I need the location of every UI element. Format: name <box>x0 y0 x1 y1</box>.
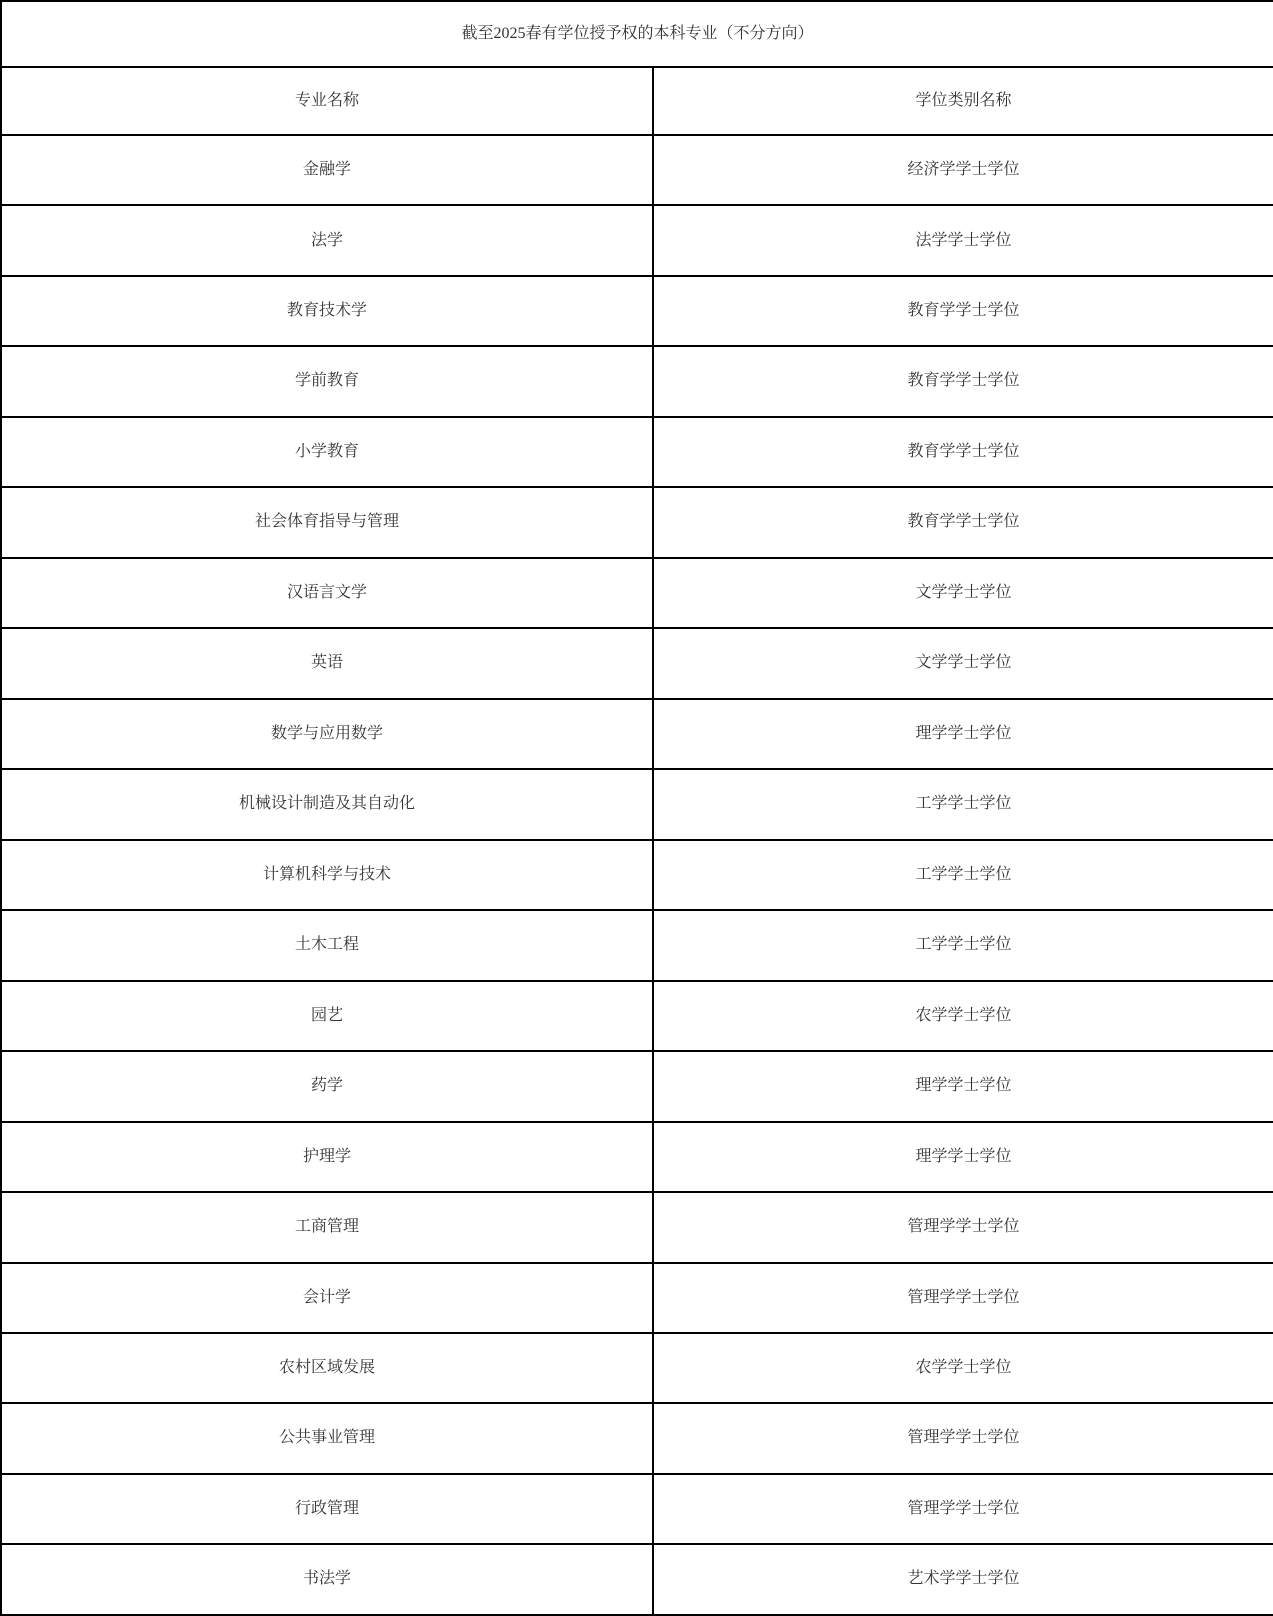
degree-category-cell: 教育学学士学位 <box>653 276 1273 346</box>
table-row <box>1 346 1273 416</box>
major-name-cell: 数学与应用数学 <box>1 699 653 769</box>
major-name-cell: 行政管理 <box>1 1474 653 1544</box>
table-row <box>1 1544 1273 1615</box>
major-name-cell: 公共事业管理 <box>1 1403 653 1473</box>
major-name-cell: 护理学 <box>1 1122 653 1192</box>
table-row <box>1 1051 1273 1121</box>
table-title-row <box>1 1 1273 67</box>
major-name-cell: 英语 <box>1 628 653 698</box>
degree-category-cell: 管理学学士学位 <box>653 1474 1273 1544</box>
table-row <box>1 628 1273 698</box>
table-row <box>1 558 1273 628</box>
degree-category-cell: 理学学士学位 <box>653 699 1273 769</box>
major-name-cell: 学前教育 <box>1 346 653 416</box>
degree-category-cell: 经济学学士学位 <box>653 135 1273 205</box>
degree-category-cell: 艺术学学士学位 <box>653 1544 1273 1615</box>
table-row <box>1 981 1273 1051</box>
major-name-cell: 农村区域发展 <box>1 1333 653 1403</box>
table-row <box>1 1192 1273 1262</box>
major-name-cell: 社会体育指导与管理 <box>1 487 653 557</box>
table-row <box>1 1474 1273 1544</box>
degree-category-cell: 理学学士学位 <box>653 1122 1273 1192</box>
major-name-cell: 法学 <box>1 205 653 275</box>
table-row <box>1 1263 1273 1333</box>
major-name-cell: 药学 <box>1 1051 653 1121</box>
column-header-major-name: 专业名称 <box>1 67 653 135</box>
degree-category-cell: 理学学士学位 <box>653 1051 1273 1121</box>
major-name-cell: 工商管理 <box>1 1192 653 1262</box>
degree-category-cell: 管理学学士学位 <box>653 1263 1273 1333</box>
table-row <box>1 276 1273 346</box>
degree-category-cell: 教育学学士学位 <box>653 346 1273 416</box>
table-row <box>1 1333 1273 1403</box>
major-name-cell: 金融学 <box>1 135 653 205</box>
degree-category-cell: 管理学学士学位 <box>653 1403 1273 1473</box>
column-header-degree-category: 学位类别名称 <box>653 67 1273 135</box>
major-name-cell: 计算机科学与技术 <box>1 840 653 910</box>
major-name-cell: 汉语言文学 <box>1 558 653 628</box>
major-name-cell: 机械设计制造及其自动化 <box>1 769 653 839</box>
table-row <box>1 205 1273 275</box>
degree-category-cell: 法学学士学位 <box>653 205 1273 275</box>
degree-category-cell: 教育学学士学位 <box>653 417 1273 487</box>
degree-category-cell: 工学学士学位 <box>653 840 1273 910</box>
table-row <box>1 910 1273 980</box>
degree-category-cell: 文学学士学位 <box>653 558 1273 628</box>
table-header-row <box>1 67 1273 135</box>
degree-category-cell: 工学学士学位 <box>653 769 1273 839</box>
major-name-cell: 书法学 <box>1 1544 653 1615</box>
major-name-cell: 小学教育 <box>1 417 653 487</box>
major-name-cell: 会计学 <box>1 1263 653 1333</box>
major-name-cell: 园艺 <box>1 981 653 1051</box>
degree-category-cell: 农学学士学位 <box>653 1333 1273 1403</box>
degree-category-cell: 文学学士学位 <box>653 628 1273 698</box>
table-row <box>1 417 1273 487</box>
table-row <box>1 1122 1273 1192</box>
degree-category-cell: 工学学士学位 <box>653 910 1273 980</box>
table-row <box>1 840 1273 910</box>
degree-category-cell: 教育学学士学位 <box>653 487 1273 557</box>
degree-category-cell: 农学学士学位 <box>653 981 1273 1051</box>
major-name-cell: 教育技术学 <box>1 276 653 346</box>
table-row <box>1 487 1273 557</box>
table-title: 截至2025春有学位授予权的本科专业（不分方向） <box>1 1 1273 67</box>
table-row <box>1 699 1273 769</box>
table-row <box>1 135 1273 205</box>
degree-category-cell: 管理学学士学位 <box>653 1192 1273 1262</box>
major-name-cell: 土木工程 <box>1 910 653 980</box>
table-row <box>1 1403 1273 1473</box>
degree-table-body <box>1 1 1273 1615</box>
table-row <box>1 769 1273 839</box>
